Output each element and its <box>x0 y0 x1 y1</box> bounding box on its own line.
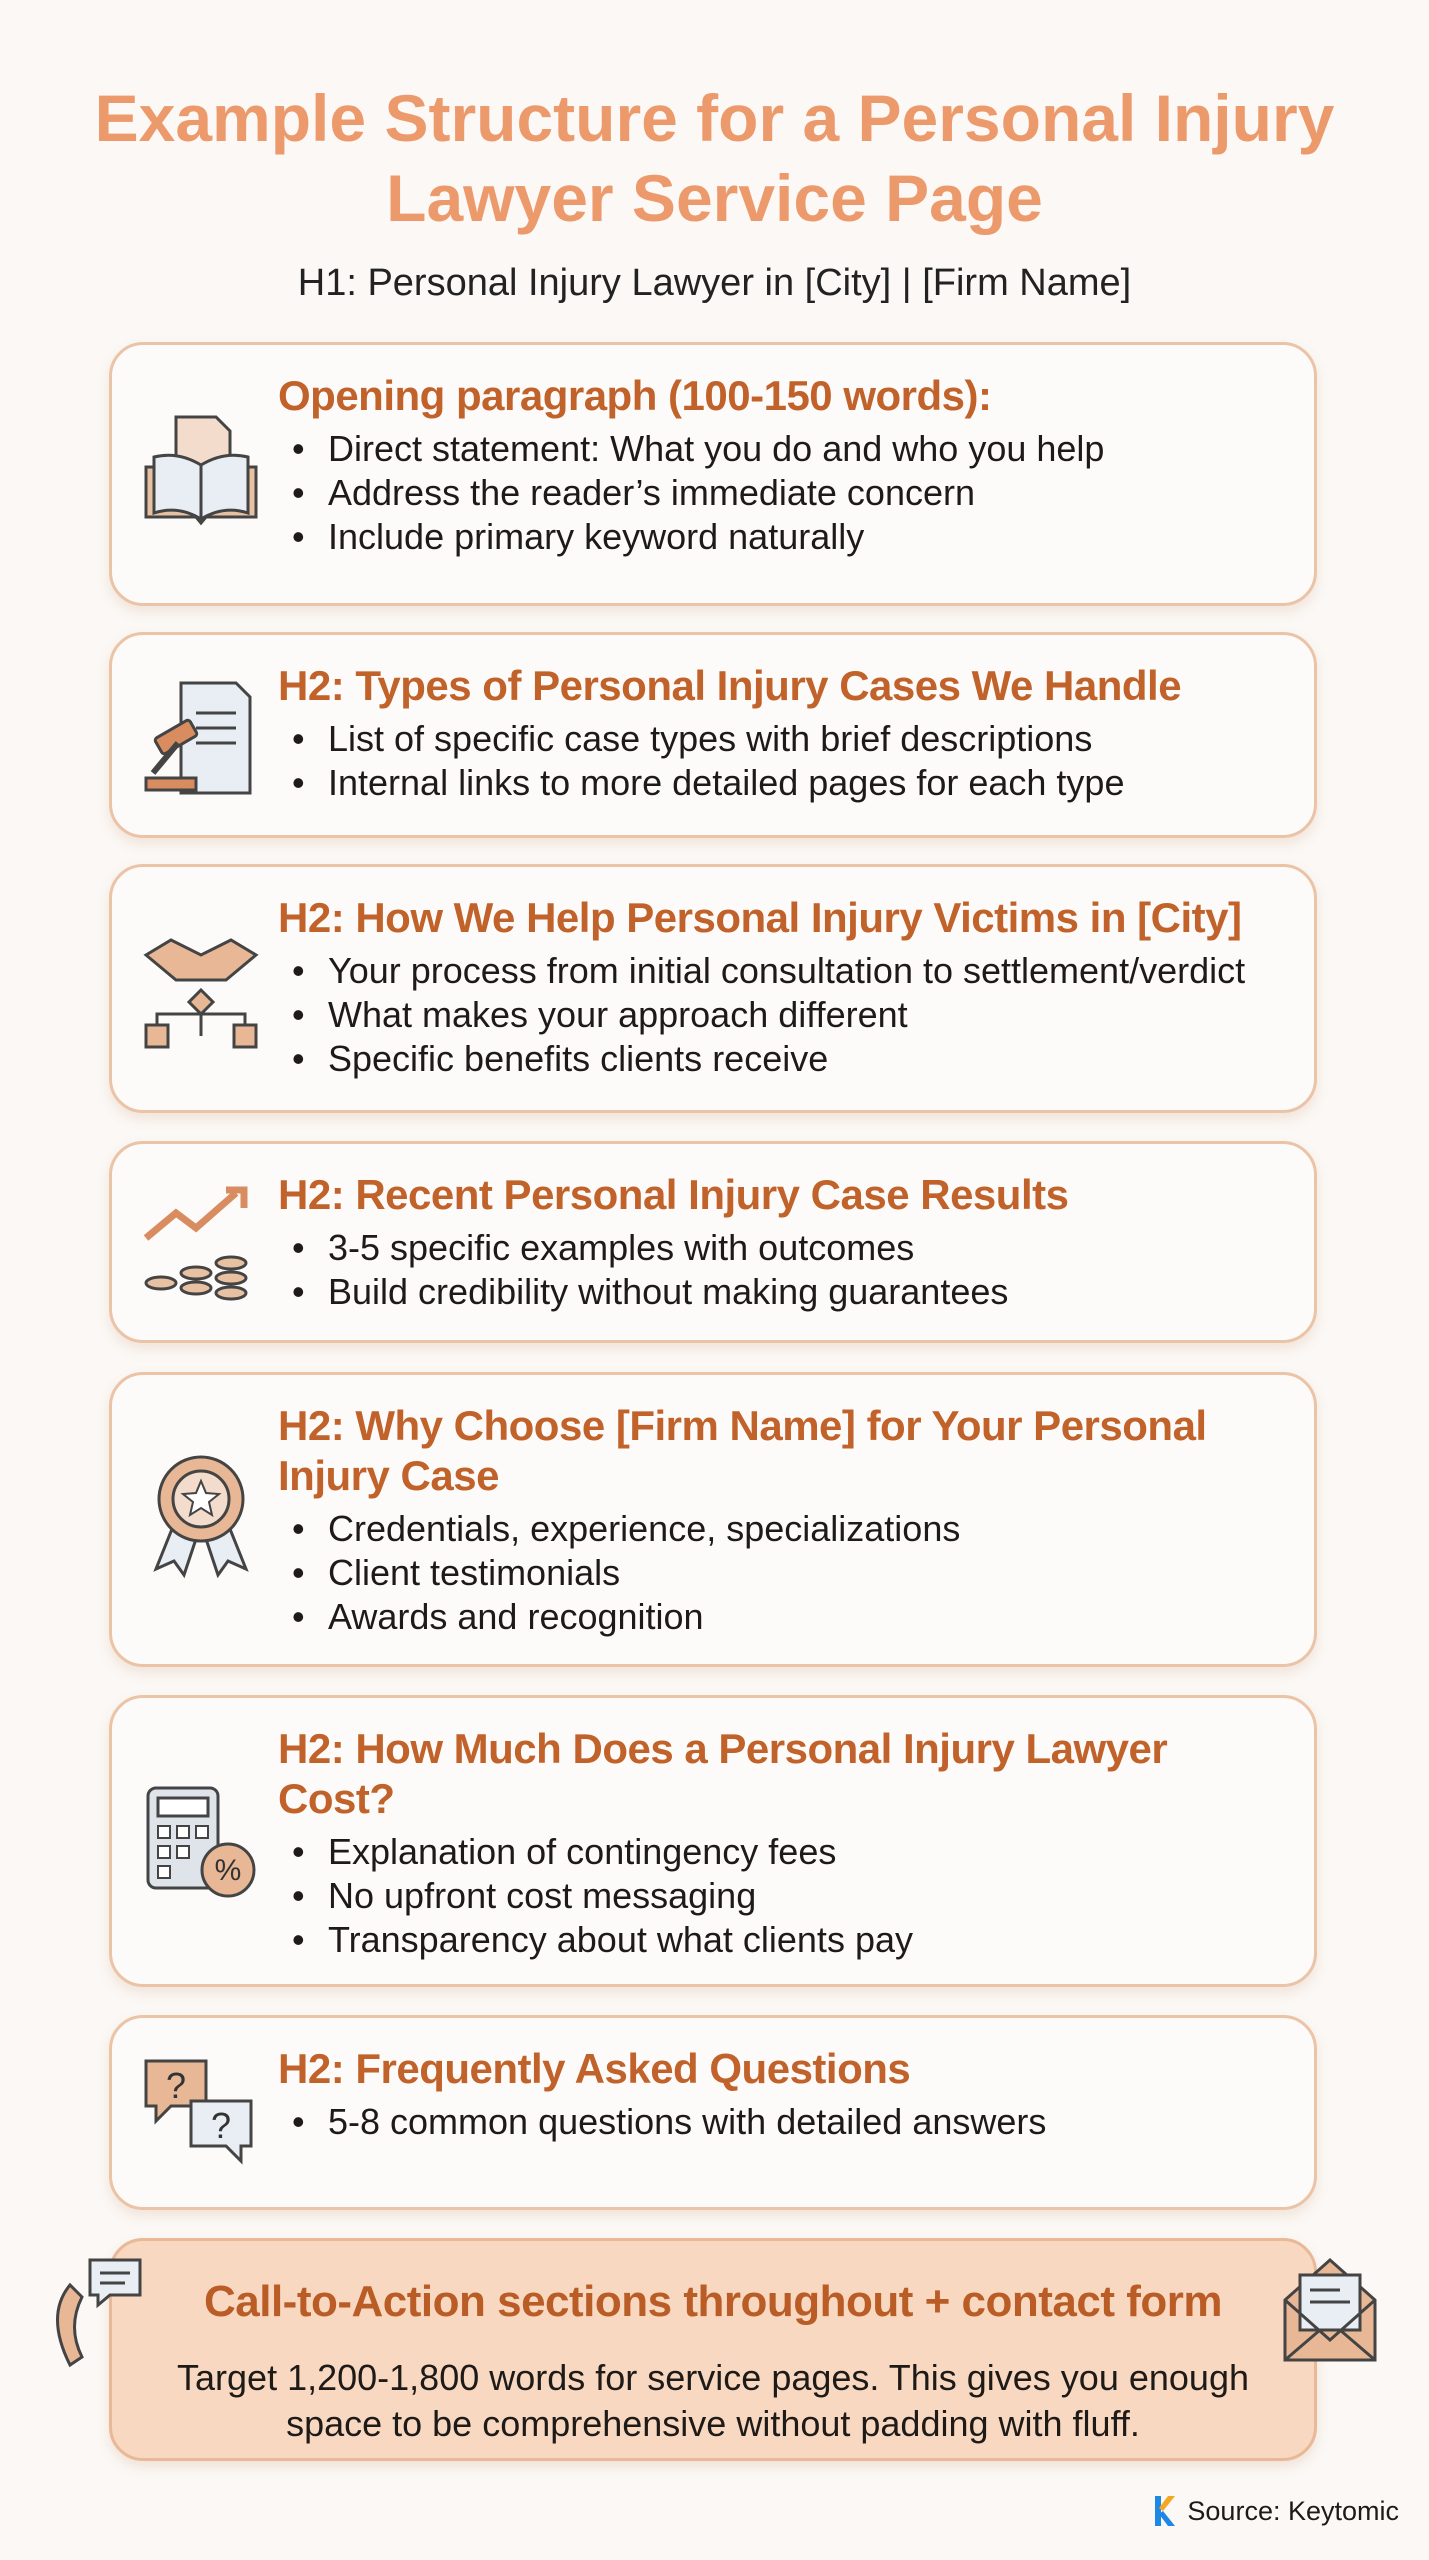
section-heading: H2: Frequently Asked Questions <box>278 2045 911 2092</box>
bullet: • Your process from initial consultation to settlement/verdict <box>278 949 1294 993</box>
section-card-how-we-help <box>109 864 1317 1113</box>
section-card-case-results <box>109 1141 1317 1343</box>
question-bubbles-icon <box>136 2046 266 2176</box>
handshake-flowchart-icon <box>136 925 266 1055</box>
cta-heading: Call-to-Action sections throughout + contact form <box>203 2277 1223 2326</box>
bullet: • List of specific case types with brief descriptions <box>278 717 1294 761</box>
section-heading: H2: How Much Does a Personal Injury Lawyer Cost? <box>278 1725 1168 1822</box>
bullet: • Client testimonials <box>278 1551 1294 1595</box>
page-title: Example Structure for a Personal Injury Lawyer Service Page <box>94 81 1335 235</box>
source-text: Source: Keytomic <box>1187 2495 1399 2526</box>
keytomic-logo-icon <box>1153 2494 1179 2528</box>
bullet: • Awards and recognition <box>278 1595 1294 1639</box>
gavel-document-icon <box>136 673 266 803</box>
section-card-cost <box>109 1695 1317 1987</box>
svg-text:?: ? <box>210 2105 232 2146</box>
section-card-faq <box>109 2015 1317 2210</box>
bullet: • 3-5 specific examples with outcomes <box>278 1226 1294 1270</box>
section-heading: H2: Recent Personal Injury Case Results <box>278 1171 1069 1218</box>
envelope-letter-icon <box>1280 2250 1380 2370</box>
bullet: • Address the reader’s immediate concern <box>278 471 1294 515</box>
section-heading: Opening paragraph (100-150 words): <box>278 372 992 419</box>
section-card-case-types <box>109 632 1317 838</box>
open-book-icon <box>136 407 266 537</box>
svg-text:%: % <box>214 1854 242 1887</box>
section-heading: H2: How We Help Personal Injury Victims in [City] <box>278 894 1242 941</box>
bullet: • 5-8 common questions with detailed answers <box>278 2100 1294 2144</box>
section-heading: H2: Why Choose [Firm Name] for Your Personal Injury Case <box>278 1402 1207 1499</box>
source-credit <box>1153 2494 1399 2528</box>
bullet: • Explanation of contingency fees <box>278 1830 1294 1874</box>
bullet: • Build credibility without making guarantees <box>278 1270 1294 1314</box>
phone-chat-icon <box>40 2255 150 2375</box>
bullet: • Credentials, experience, specializations <box>278 1507 1294 1551</box>
section-card-why-choose <box>109 1372 1317 1667</box>
section-heading: H2: Types of Personal Injury Cases We Handle <box>278 662 1182 709</box>
bullet: • No upfront cost messaging <box>278 1874 1294 1918</box>
bullet: • What makes your approach different <box>278 993 1294 1037</box>
bullet: • Specific benefits clients receive <box>278 1037 1294 1081</box>
bullet: • Internal links to more detailed pages for each type <box>278 761 1294 805</box>
calculator-percent-icon <box>136 1778 266 1908</box>
bullet: • Transparency about what clients pay <box>278 1918 1294 1962</box>
svg-text:?: ? <box>165 2065 187 2106</box>
award-ribbon-icon <box>136 1449 266 1579</box>
chart-coins-icon <box>136 1178 266 1308</box>
section-card-opening <box>109 342 1317 606</box>
h1-line: H1: Personal Injury Lawyer in [City] | [Firm Name] <box>297 262 1132 304</box>
bullet: • Direct statement: What you do and who you help <box>278 427 1294 471</box>
cta-text: Target 1,200-1,800 words for service pages. This gives you enough space to be comprehensive without padding with fluff. <box>177 2357 1249 2444</box>
cta-card <box>109 2238 1317 2461</box>
bullet: • Include primary keyword naturally <box>278 515 1294 559</box>
